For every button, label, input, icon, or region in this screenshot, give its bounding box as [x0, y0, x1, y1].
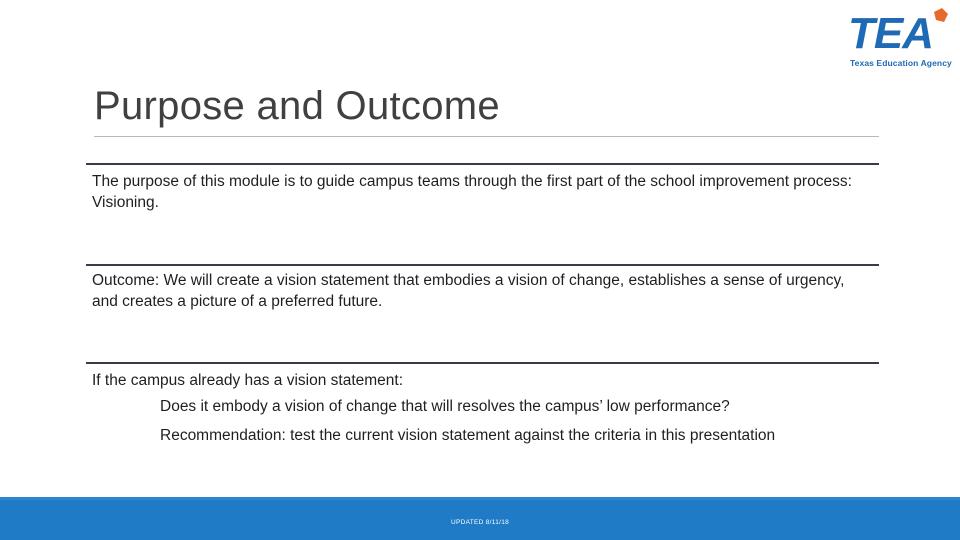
tea-logo-letters: TEA [848, 9, 933, 52]
section-divider-outcome [86, 264, 879, 266]
footer-bar [0, 497, 960, 540]
slide-title: Purpose and Outcome [94, 84, 500, 128]
footer-highlight [0, 497, 960, 500]
existing-statement-recommendation: Recommendation: test the current vision statement against the criteria in this presentation [160, 427, 776, 444]
existing-statement-question: Does it embody a vision of change that will resolves the campus’ low performance? [160, 398, 730, 415]
section-divider-purpose [86, 163, 879, 165]
title-divider [94, 136, 879, 137]
outcome-text: Outcome: We will create a vision statement that embodies a vision of change, establishes a sense of urgency, and creates a picture of a preferred future. [92, 272, 845, 310]
texas-star-icon [934, 8, 948, 22]
tea-logo [846, 8, 952, 68]
existing-statement-heading: If the campus already has a vision statement: [92, 372, 404, 389]
tea-logo-mark [846, 8, 952, 52]
section-divider-existing [86, 362, 879, 364]
purpose-text: The purpose of this module is to guide campus teams through the first part of the school improvement process: Visioning. [92, 173, 852, 211]
footer-updated-date: UPDATED 8/11/18 [450, 519, 510, 526]
tea-logo-subtitle: Texas Education Agency [850, 58, 952, 68]
